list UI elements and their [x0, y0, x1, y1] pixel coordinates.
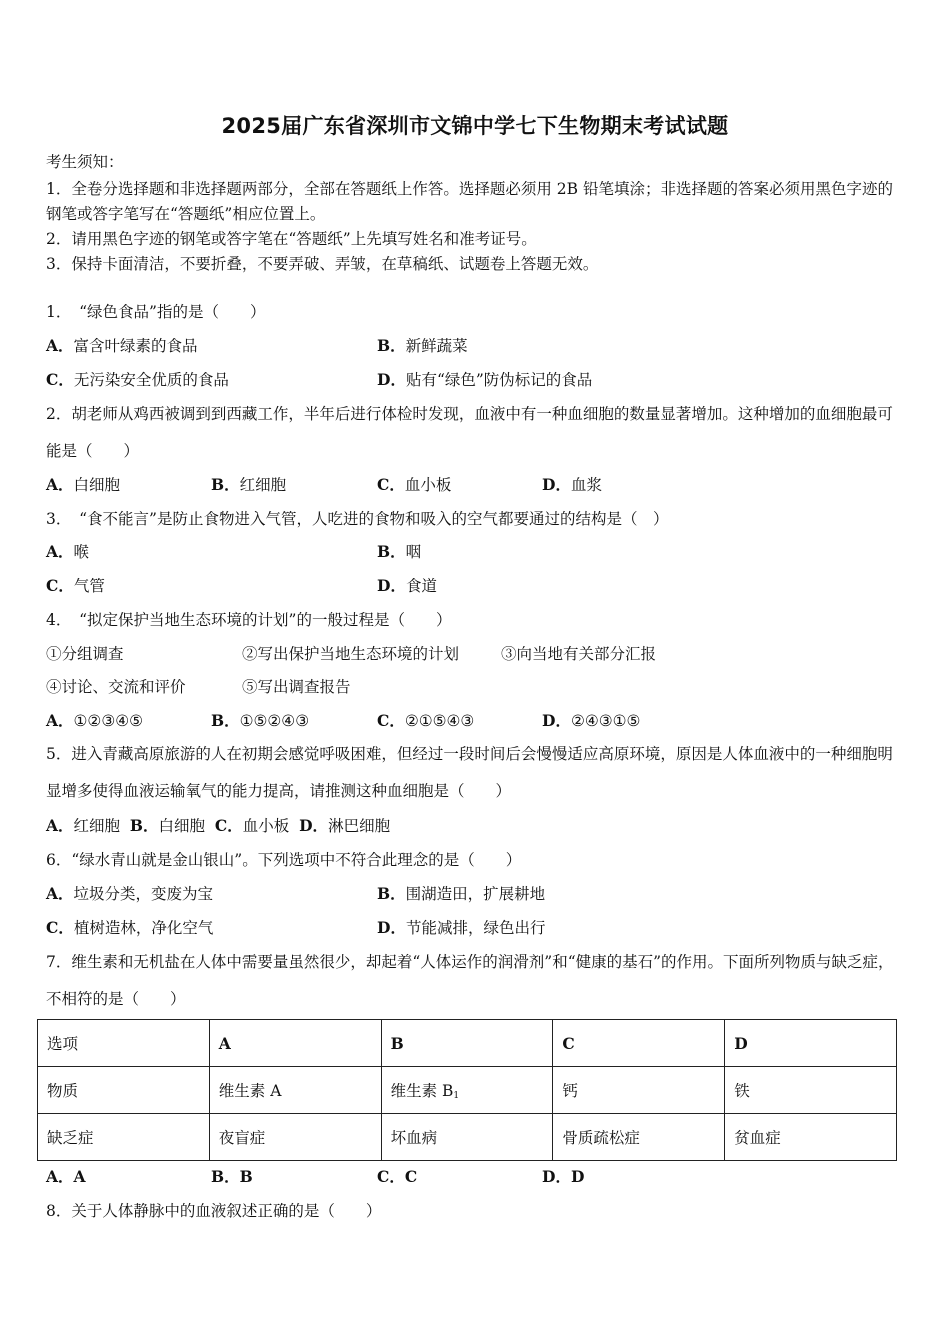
q4-step-5: ⑤写出调查报告 — [242, 678, 351, 696]
table-cell: 维生素 A — [209, 1067, 381, 1114]
question-4-stem: 4． “拟定保护当地生态环境的计划”的一般过程是（ ） — [46, 611, 452, 629]
notice-item-3: 3．保持卡面清洁，不要折叠，不要弄破、弄皱，在草稿纸、试题卷上答题无效。 — [46, 255, 599, 273]
q3-option-b: B．咽 — [377, 542, 422, 561]
table-cell: 维生素 $B_1$ — [381, 1067, 553, 1114]
question-3-stem: 3． “食不能言”是防止食物进入气管，人吃进的食物和吸入的空气都要通过的结构是（ ） — [46, 510, 669, 528]
table-cell: A — [209, 1020, 381, 1067]
question-1-stem: 1． “绿色食品”指的是（ ） — [46, 303, 266, 321]
q6-option-b: B．围湖造田，扩展耕地 — [377, 884, 546, 903]
table-row — [38, 1020, 897, 1067]
q3-option-a: A．喉 — [46, 542, 90, 561]
q2-option-c: C．血小板 — [377, 475, 452, 494]
table-cell: 骨质疏松症 — [553, 1114, 725, 1161]
table-cell: D — [725, 1020, 897, 1067]
q1-option-c: C．无污染安全优质的食品 — [46, 370, 229, 389]
q7-option-b: B．B — [211, 1167, 253, 1186]
q6-option-d: D．节能减排，绿色出行 — [377, 918, 546, 937]
q1-option-d: D．贴有“绿色”防伪标记的食品 — [377, 370, 593, 389]
q6-option-a: A．垃圾分类，变废为宝 — [46, 884, 214, 903]
table-cell: 贫血症 — [725, 1114, 897, 1161]
q7-option-a: A．A — [46, 1167, 86, 1186]
table-cell: 选项 — [38, 1020, 210, 1067]
q3-option-d: D．食道 — [377, 576, 437, 595]
table-cell: 坏血病 — [381, 1114, 553, 1161]
q4-option-a: A．①②③④⑤ — [46, 711, 144, 730]
q6-option-c: C．植树造林，净化空气 — [46, 918, 214, 937]
q1-option-b: B．新鲜蔬菜 — [377, 336, 468, 355]
notice-item-2: 2．请用黑色字迹的钢笔或答字笔在“答题纸”上先填写姓名和准考证号。 — [46, 230, 537, 248]
q4-option-b: B．①⑤②④③ — [211, 711, 310, 730]
table-cell: 钙 — [553, 1067, 725, 1114]
q5-options: A．红细胞 B．白细胞 C．血小板 D．淋巴细胞 — [46, 816, 391, 835]
table-row — [38, 1067, 897, 1114]
q4-option-d: D．②④③①⑤ — [542, 711, 641, 730]
q7-option-c: C．C — [377, 1167, 418, 1186]
q4-step-4: ④讨论、交流和评价 — [46, 678, 186, 696]
q3-option-c: C．气管 — [46, 576, 105, 595]
notice-heading: 考生须知： — [46, 153, 124, 171]
table-cell: 物质 — [38, 1067, 210, 1114]
exam-title: 2025届广东省深圳市文锦中学七下生物期末考试试题 — [221, 114, 729, 138]
q7-option-d: D．D — [542, 1167, 585, 1186]
q4-step-1: ①分组调查 — [46, 645, 124, 663]
q2-option-d: D．血浆 — [542, 475, 602, 494]
subscript: 1 — [453, 1091, 460, 1101]
table-cell: 缺乏症 — [38, 1114, 210, 1161]
question-8-stem: 8．关于人体静脉中的血液叙述正确的是（ ） — [46, 1202, 382, 1220]
table-row — [38, 1114, 897, 1161]
question-2-stem: 2．胡老师从鸡西被调到到西藏工作，半年后进行体检时发现，血液中有一种血细胞的数量显著增加。这种增加的血细胞最可能是（ ） — [46, 405, 893, 460]
table-cell: 夜盲症 — [209, 1114, 381, 1161]
q2-option-a: A．白细胞 — [46, 475, 121, 494]
table-cell: C — [553, 1020, 725, 1067]
q2-option-b: B．红细胞 — [211, 475, 287, 494]
table-cell: B — [381, 1020, 553, 1067]
q4-step-2: ②写出保护当地生态环境的计划 — [242, 645, 460, 663]
question-6-stem: 6．“绿水青山就是金山银山”。下列选项中不符合此理念的是（ ） — [46, 851, 522, 869]
q4-step-3: ③向当地有关部分汇报 — [501, 645, 657, 663]
question-7-stem: 7．维生素和无机盐在人体中需要量虽然很少，却起着“人体运作的润滑剂”和“健康的基石”的作用。下面所列物质与缺乏症，不相符的是（ ） — [46, 953, 894, 1008]
q1-option-a: A．富含叶绿素的食品 — [46, 336, 198, 355]
q4-option-c: C．②①⑤④③ — [377, 711, 475, 730]
notice-item-1: 1．全卷分选择题和非选择题两部分，全部在答题纸上作答。选择题必须用 2B 铅笔填涂；非选择题的答案必须用黑色字迹的钢笔或答字笔写在“答题纸”相应位置上。 — [46, 180, 893, 223]
question-5-stem: 5．进入青藏高原旅游的人在初期会感觉呼吸困难，但经过一段时间后会慢慢适应高原环境，原因是人体血液中的一种细胞明显增多使得血液运输氧气的能力提高，请推测这种血细胞是（ ） — [46, 745, 893, 800]
q7-table — [37, 1019, 897, 1161]
table-cell: 铁 — [725, 1067, 897, 1114]
